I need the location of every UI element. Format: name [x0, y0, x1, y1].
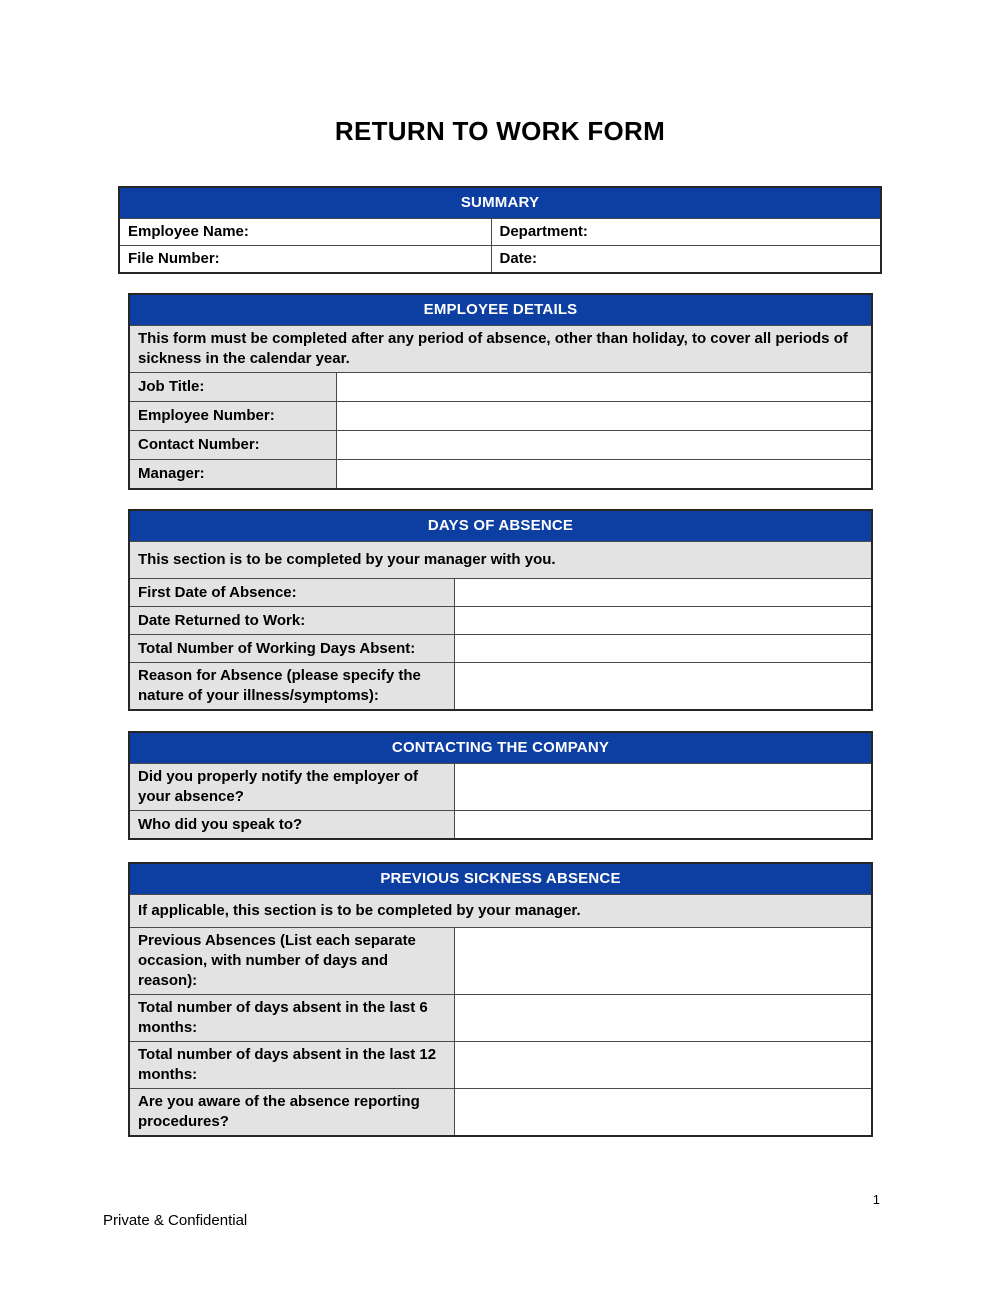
employee-number-label: Employee Number:: [129, 402, 336, 431]
table-row: [129, 811, 872, 840]
table-row: [129, 663, 872, 711]
contacting-the-company-section: [128, 731, 873, 840]
employee-details-section-header: EMPLOYEE DETAILS: [129, 294, 872, 326]
days-of-absence-instruction: This section is to be completed by your manager with you.: [129, 542, 872, 579]
contact-number-label: Contact Number:: [129, 431, 336, 460]
days-of-absence-section: [128, 509, 873, 711]
total-working-days-absent-value-cell[interactable]: [454, 635, 872, 663]
date-returned-to-work-label: Date Returned to Work:: [129, 607, 454, 635]
table-row: [129, 928, 872, 995]
absence-reporting-procedures-value-cell[interactable]: [454, 1089, 872, 1137]
total-working-days-absent-label: Total Number of Working Days Absent:: [129, 635, 454, 663]
contact-number-value-cell[interactable]: [336, 431, 872, 460]
days-absent-6-months-label: Total number of days absent in the last 6 months:: [129, 995, 454, 1042]
first-date-of-absence-value-cell[interactable]: [454, 579, 872, 607]
reason-for-absence-label: Reason for Absence (please specify the nature of your illness/symptoms):: [129, 663, 454, 711]
table-row: [119, 219, 881, 246]
previous-sickness-absence-instruction: If applicable, this section is to be completed by your manager.: [129, 895, 872, 928]
employee-name-label: Employee Name:: [128, 223, 249, 240]
previous-absences-label: Previous Absences (List each separate occasion, with number of days and reason):: [129, 928, 454, 995]
department-field-cell[interactable]: [491, 219, 881, 246]
date-label: Date:: [499, 250, 538, 267]
notify-employer-label: Did you properly notify the employer of your absence?: [129, 764, 454, 811]
manager-label: Manager:: [129, 460, 336, 490]
days-absent-12-months-value-cell[interactable]: [454, 1042, 872, 1089]
previous-sickness-absence-table: [128, 862, 873, 1137]
table-row: [129, 579, 872, 607]
manager-value-cell[interactable]: [336, 460, 872, 490]
employee-details-instruction: This form must be completed after any period of absence, other than holiday, to cover all periods of sickness in the calendar year.: [129, 326, 872, 373]
absence-reporting-procedures-label: Are you aware of the absence reporting procedures?: [129, 1089, 454, 1137]
days-of-absence-section-header: DAYS OF ABSENCE: [129, 510, 872, 542]
job-title-value-cell[interactable]: [336, 373, 872, 402]
date-field-cell[interactable]: [491, 246, 881, 274]
table-row: [129, 460, 872, 490]
who-did-you-speak-to-label: Who did you speak to?: [129, 811, 454, 840]
table-row: [129, 635, 872, 663]
table-row: [129, 1089, 872, 1137]
previous-absences-value-cell[interactable]: [454, 928, 872, 995]
file-number-field-cell[interactable]: [119, 246, 491, 274]
notify-employer-value-cell[interactable]: [454, 764, 872, 811]
who-did-you-speak-to-value-cell[interactable]: [454, 811, 872, 840]
table-row: [129, 431, 872, 460]
confidential-label: Private & Confidential: [103, 1212, 248, 1229]
table-row: [129, 373, 872, 402]
previous-sickness-absence-section-header: PREVIOUS SICKNESS ABSENCE: [129, 863, 872, 895]
table-row: [129, 995, 872, 1042]
table-row: [129, 764, 872, 811]
date-returned-to-work-value-cell[interactable]: [454, 607, 872, 635]
file-number-label: File Number:: [128, 250, 220, 267]
employee-number-value-cell[interactable]: [336, 402, 872, 431]
employee-name-field-cell[interactable]: [119, 219, 491, 246]
previous-sickness-absence-section: [128, 862, 873, 1137]
days-of-absence-table: [128, 509, 873, 711]
contacting-the-company-table: [128, 731, 873, 840]
summary-section: [118, 186, 882, 274]
table-row: [129, 1042, 872, 1089]
first-date-of-absence-label: First Date of Absence:: [129, 579, 454, 607]
employee-details-table: [128, 293, 873, 490]
table-row: [129, 402, 872, 431]
days-absent-12-months-label: Total number of days absent in the last 12 months:: [129, 1042, 454, 1089]
department-label: Department:: [499, 223, 588, 240]
table-row: [129, 607, 872, 635]
job-title-label: Job Title:: [129, 373, 336, 402]
contacting-the-company-section-header: CONTACTING THE COMPANY: [129, 732, 872, 764]
table-row: [119, 246, 881, 274]
employee-details-section: [128, 293, 873, 490]
summary-table: [118, 186, 882, 274]
summary-section-header: SUMMARY: [119, 187, 881, 219]
form-title: RETURN TO WORK FORM: [334, 116, 666, 146]
days-absent-6-months-value-cell[interactable]: [454, 995, 872, 1042]
page-number: 1: [872, 1192, 880, 1207]
reason-for-absence-value-cell[interactable]: [454, 663, 872, 711]
